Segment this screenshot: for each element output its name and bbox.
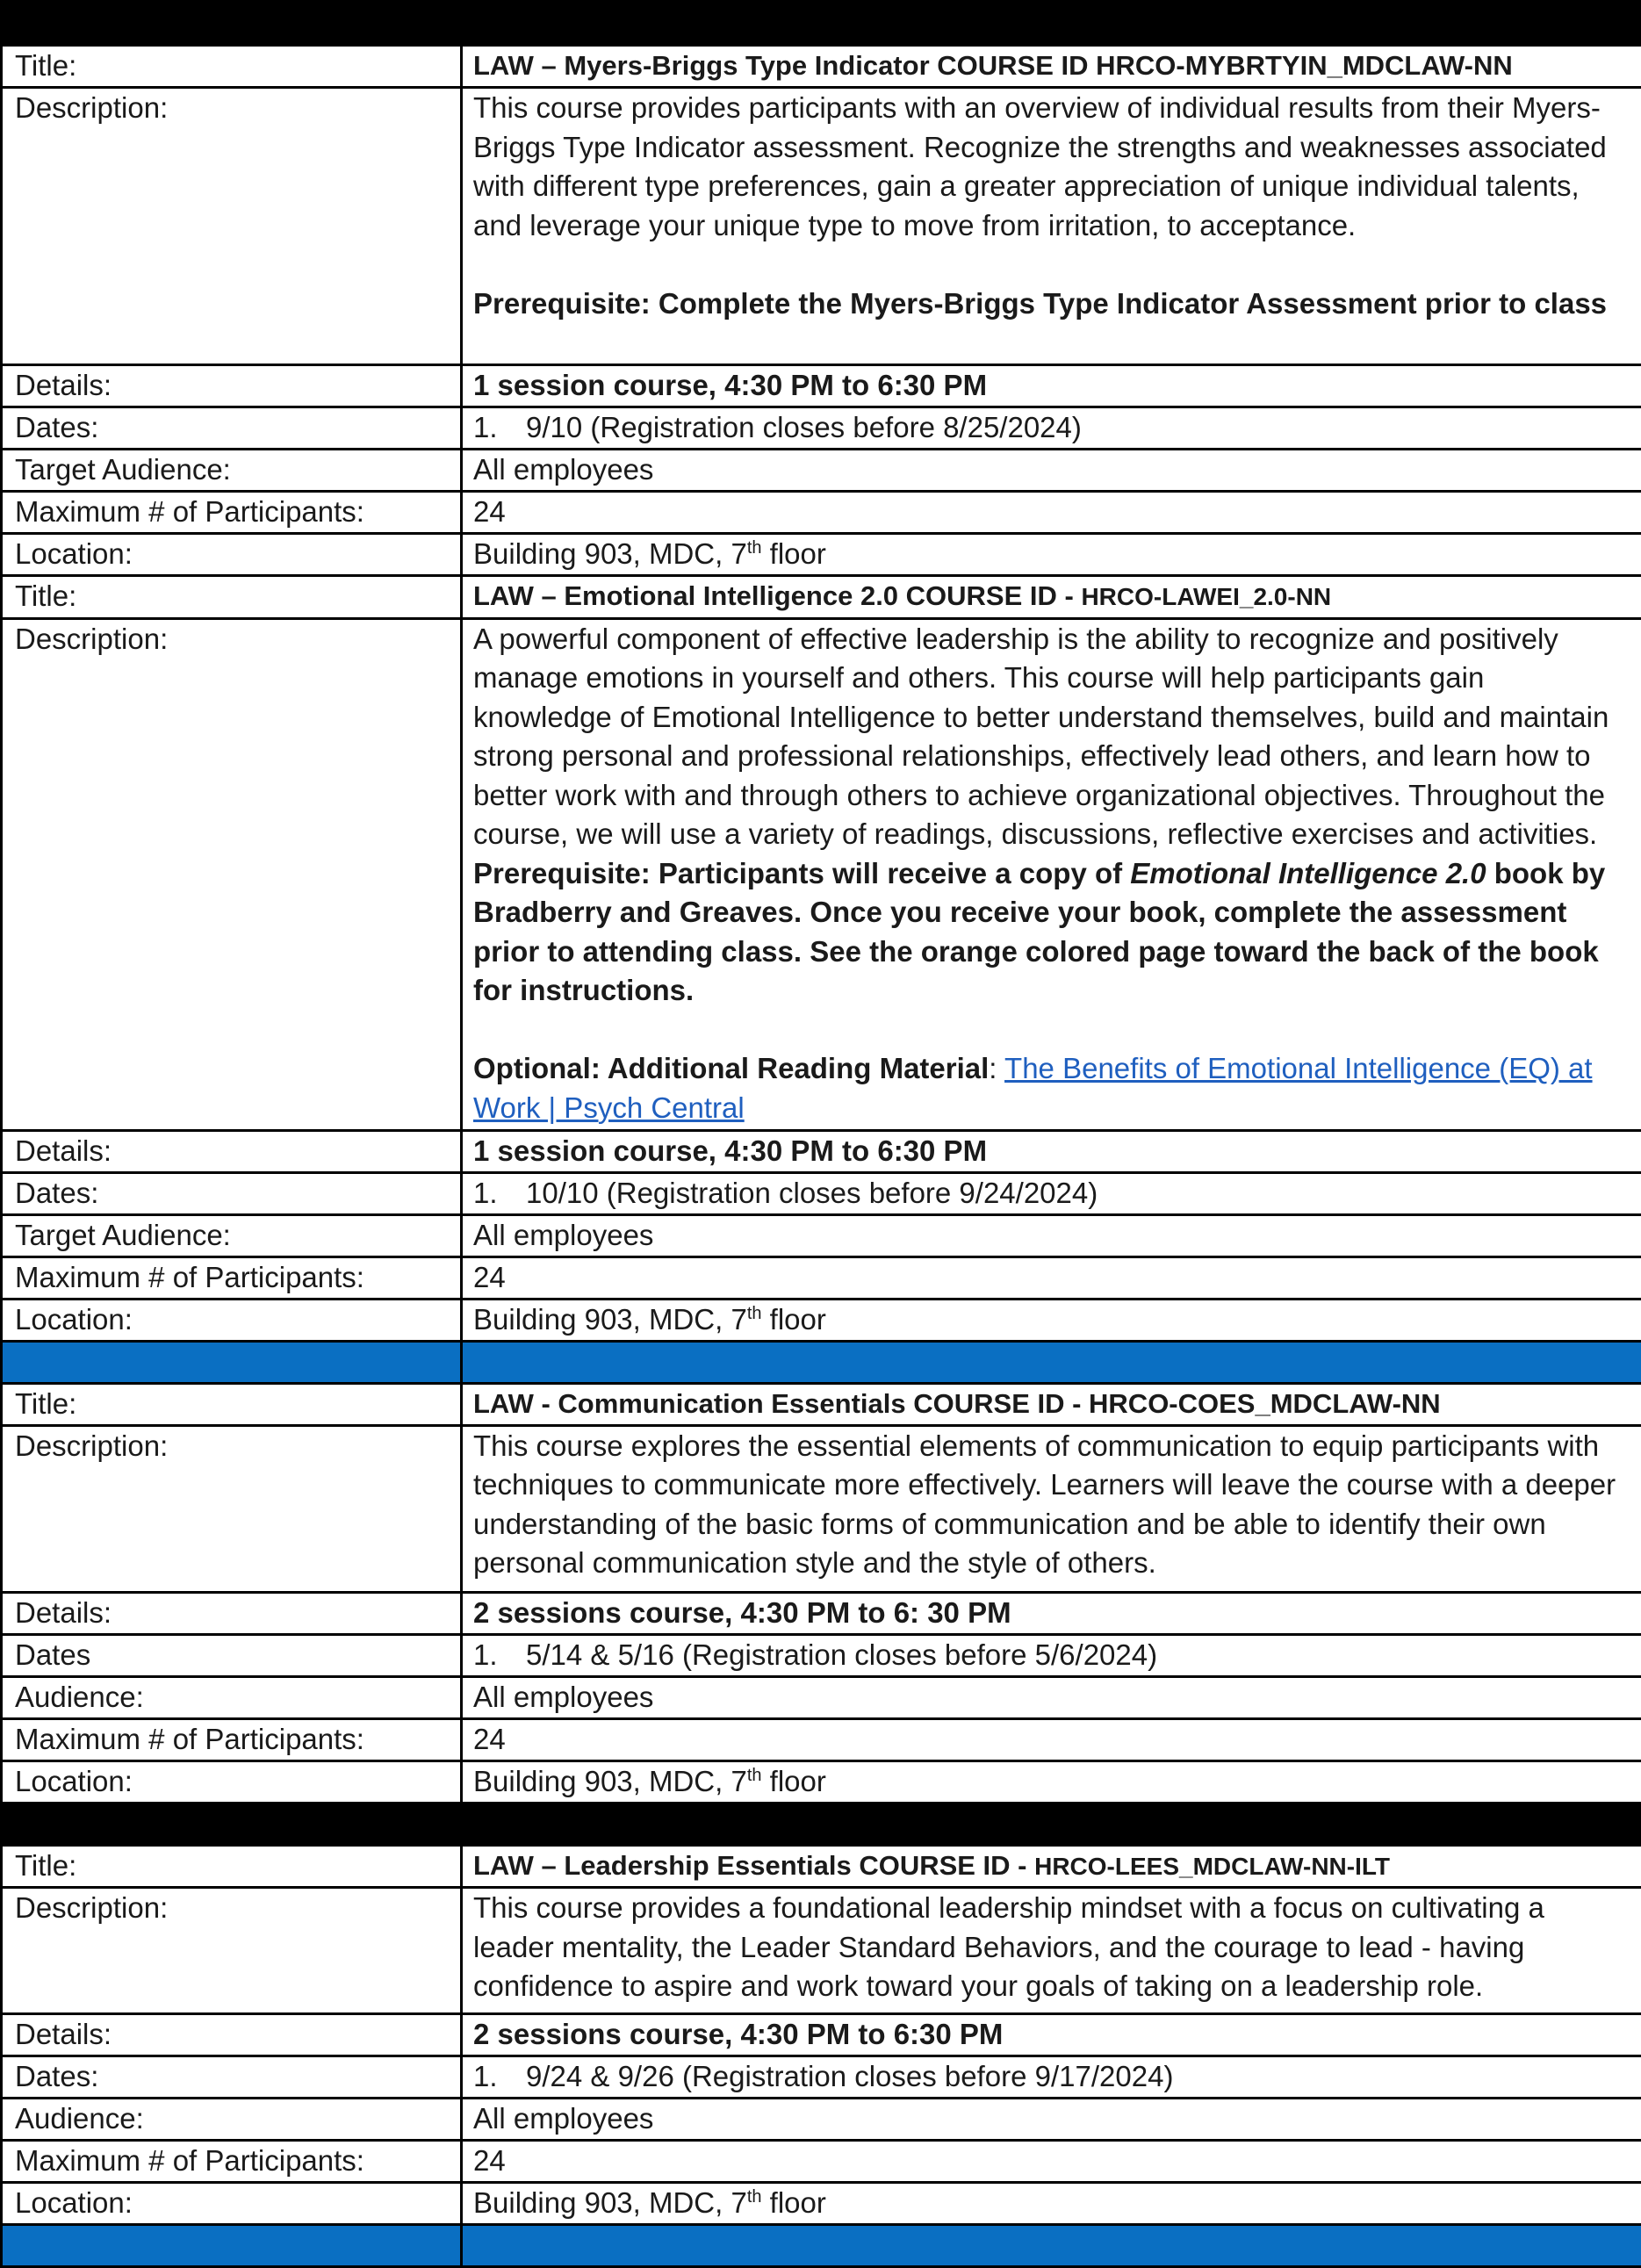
location-suffix: floor	[762, 1765, 826, 1797]
course-description: This course provides a foundational leadership mindset with a focus on cultivating a leader mentality, the Leader Standard Behaviors, and the courage to lead - having confidence to aspire and work toward your goals of taking on a leadership role.	[462, 1888, 1641, 2014]
course-1-location-row	[2, 534, 1641, 576]
course-2-dates-row	[2, 1172, 1641, 1214]
course-title: LAW - Communication Essentials COURSE ID - HRCO-COES_MDCLAW-NN	[462, 1383, 1641, 1425]
audience-label: Target Audience:	[2, 450, 462, 492]
course-title	[462, 1845, 1641, 1888]
description-label: Description:	[2, 1425, 462, 1592]
course-title-text: LAW – Emotional Intelligence 2.0 COURSE ID -	[473, 580, 1081, 611]
course-3-location-row	[2, 1760, 1641, 1803]
dates-label: Dates:	[2, 407, 462, 450]
audience-label: Audience:	[2, 1676, 462, 1718]
course-2-max-row	[2, 1256, 1641, 1299]
description-text: A powerful component of effective leadership is the ability to recognize and positively manage emotions in yourself and others. This course will help participants gain knowledge of Emotional Intelligence to better understand themselves, build and maintain strong personal and professional relationships, effectively lead others, and learn how to better work with and through others to achieve organizational objectives. Throughout the course, we will use a variety of readings, discussions, reflective exercises and activities.	[473, 623, 1609, 851]
date-text: 10/10 (Registration closes before 9/24/2024)	[526, 1177, 1098, 1209]
optional-reading	[473, 1049, 1630, 1127]
course-location	[462, 1760, 1641, 1803]
section-divider-black	[2, 1803, 1641, 1845]
course-description	[462, 88, 1641, 365]
location-label: Location:	[2, 534, 462, 576]
course-details: 2 sessions course, 4:30 PM to 6: 30 PM	[462, 1592, 1641, 1634]
section-divider-blue	[2, 2225, 1641, 2267]
course-audience: All employees	[462, 1676, 1641, 1718]
title-label: Title:	[2, 46, 462, 88]
location-suffix: floor	[762, 1303, 826, 1336]
audience-label: Audience:	[2, 2099, 462, 2141]
course-3-audience-row	[2, 1676, 1641, 1718]
location-suffix: floor	[762, 2186, 826, 2219]
course-1-details-row	[2, 365, 1641, 407]
prerequisite-text: Prerequisite: Participants will receive a copy of	[473, 857, 1130, 889]
date-text: 5/14 & 5/16 (Registration closes before 5/6/2024)	[526, 1638, 1157, 1671]
details-label: Details:	[2, 1130, 462, 1172]
course-1-max-row	[2, 492, 1641, 534]
description-label: Description:	[2, 88, 462, 365]
list-number: 1.	[473, 1636, 526, 1675]
description-block	[473, 620, 1630, 1011]
max-participants-label: Maximum # of Participants:	[2, 2141, 462, 2183]
dates-label: Dates:	[2, 2056, 462, 2099]
location-label: Location:	[2, 1299, 462, 1341]
list-number: 1.	[473, 1174, 526, 1213]
course-3-title-row	[2, 1383, 1641, 1425]
section-divider-blue	[2, 1341, 1641, 1383]
section-divider-black	[2, 2, 1641, 46]
course-details: 1 session course, 4:30 PM to 6:30 PM	[462, 365, 1641, 407]
max-participants-value: 24	[462, 492, 1641, 534]
course-title	[462, 576, 1641, 619]
course-title: LAW – Myers-Briggs Type Indicator COURSE ID HRCO-MYBRTYIN_MDCLAW-NN	[462, 46, 1641, 88]
course-4-description-row	[2, 1888, 1641, 2014]
details-label: Details:	[2, 2014, 462, 2056]
course-3-dates-row	[2, 1634, 1641, 1676]
location-text: Building 903, MDC, 7	[473, 1765, 747, 1797]
course-description	[462, 618, 1641, 1130]
location-text: Building 903, MDC, 7	[473, 537, 747, 570]
dates-label: Dates	[2, 1634, 462, 1676]
course-2-location-row	[2, 1299, 1641, 1341]
prerequisite-text: Prerequisite: Complete the Myers-Briggs Type Indicator Assessment prior to class	[473, 284, 1630, 324]
course-1-audience-row	[2, 450, 1641, 492]
location-superscript: th	[747, 2187, 762, 2207]
max-participants-label: Maximum # of Participants:	[2, 1256, 462, 1299]
course-location	[462, 2183, 1641, 2225]
course-4-details-row	[2, 2014, 1641, 2056]
audience-label: Target Audience:	[2, 1214, 462, 1256]
date-text: 9/10 (Registration closes before 8/25/2024)	[526, 411, 1082, 443]
date-text: 9/24 & 9/26 (Registration closes before 9/17/2024)	[526, 2060, 1173, 2092]
title-label: Title:	[2, 1383, 462, 1425]
course-4-max-row	[2, 2141, 1641, 2183]
course-details: 2 sessions course, 4:30 PM to 6:30 PM	[462, 2014, 1641, 2056]
course-1-description-row	[2, 88, 1641, 365]
list-number: 1.	[473, 408, 526, 448]
course-3-description-row	[2, 1425, 1641, 1592]
course-audience: All employees	[462, 1214, 1641, 1256]
location-superscript: th	[747, 538, 762, 558]
location-superscript: th	[747, 1766, 762, 1785]
details-label: Details:	[2, 1592, 462, 1634]
location-text: Building 903, MDC, 7	[473, 1303, 747, 1336]
course-4-location-row	[2, 2183, 1641, 2225]
course-title-text: LAW – Leadership Essentials COURSE ID -	[473, 1850, 1034, 1881]
course-4-audience-row	[2, 2099, 1641, 2141]
location-suffix: floor	[762, 537, 826, 570]
prerequisite-text-cont: book by Bradberry and Greaves. Once you receive your book, complete the assessment prior to attending class. See the orange colored page toward the back of the book for instructions.	[473, 857, 1605, 1007]
course-dates	[462, 2056, 1641, 2099]
optional-separator: :	[989, 1052, 1004, 1084]
list-number: 1.	[473, 2057, 526, 2097]
max-participants-value: 24	[462, 1256, 1641, 1299]
title-label: Title:	[2, 576, 462, 619]
course-3-details-row	[2, 1592, 1641, 1634]
max-participants-value: 24	[462, 1718, 1641, 1760]
description-label: Description:	[2, 618, 462, 1130]
course-dates	[462, 1634, 1641, 1676]
course-details: 1 session course, 4:30 PM to 6:30 PM	[462, 1130, 1641, 1172]
location-text: Building 903, MDC, 7	[473, 2186, 747, 2219]
details-label: Details:	[2, 365, 462, 407]
course-audience: All employees	[462, 2099, 1641, 2141]
course-1-title-row	[2, 46, 1641, 88]
book-title: Emotional Intelligence 2.0	[1130, 857, 1486, 889]
course-audience: All employees	[462, 450, 1641, 492]
course-3-max-row	[2, 1718, 1641, 1760]
dates-label: Dates:	[2, 1172, 462, 1214]
course-1-dates-row	[2, 407, 1641, 450]
course-2-audience-row	[2, 1214, 1641, 1256]
course-location	[462, 1299, 1641, 1341]
max-participants-label: Maximum # of Participants:	[2, 492, 462, 534]
location-label: Location:	[2, 1760, 462, 1803]
location-label: Location:	[2, 2183, 462, 2225]
course-location	[462, 534, 1641, 576]
course-dates	[462, 1172, 1641, 1214]
course-2-description-row	[2, 618, 1641, 1130]
max-participants-value: 24	[462, 2141, 1641, 2183]
optional-reading-link[interactable]: The Benefits of Emotional Intelligence (EQ) at Work | Psych Central	[473, 1052, 1593, 1124]
max-participants-label: Maximum # of Participants:	[2, 1718, 462, 1760]
description-text: This course provides participants with an overview of individual results from their Myers-Briggs Type Indicator assessment. Recognize the strengths and weaknesses associated with different type preferences, gain a greater appreciation of unique individual talents, and leverage your unique type to move from irritation, to acceptance.	[473, 89, 1630, 245]
course-4-dates-row	[2, 2056, 1641, 2099]
course-dates	[462, 407, 1641, 450]
course-description: This course explores the essential elements of communication to equip participants with techniques to communicate more effectively. Learners will leave the course with a deeper understanding of the basic forms of communication and be able to identify their own personal communication style and the style of others.	[462, 1425, 1641, 1592]
optional-reading-label: Optional: Additional Reading Material	[473, 1052, 989, 1084]
location-superscript: th	[747, 1304, 762, 1323]
course-2-details-row	[2, 1130, 1641, 1172]
course-2-title-row	[2, 576, 1641, 619]
course-4-title-row	[2, 1845, 1641, 1888]
course-id: HRCO-LAWEI_2.0-NN	[1081, 583, 1331, 610]
description-label: Description:	[2, 1888, 462, 2014]
title-label: Title:	[2, 1845, 462, 1888]
course-id: HRCO-LEES_MDCLAW-NN-ILT	[1034, 1853, 1390, 1880]
